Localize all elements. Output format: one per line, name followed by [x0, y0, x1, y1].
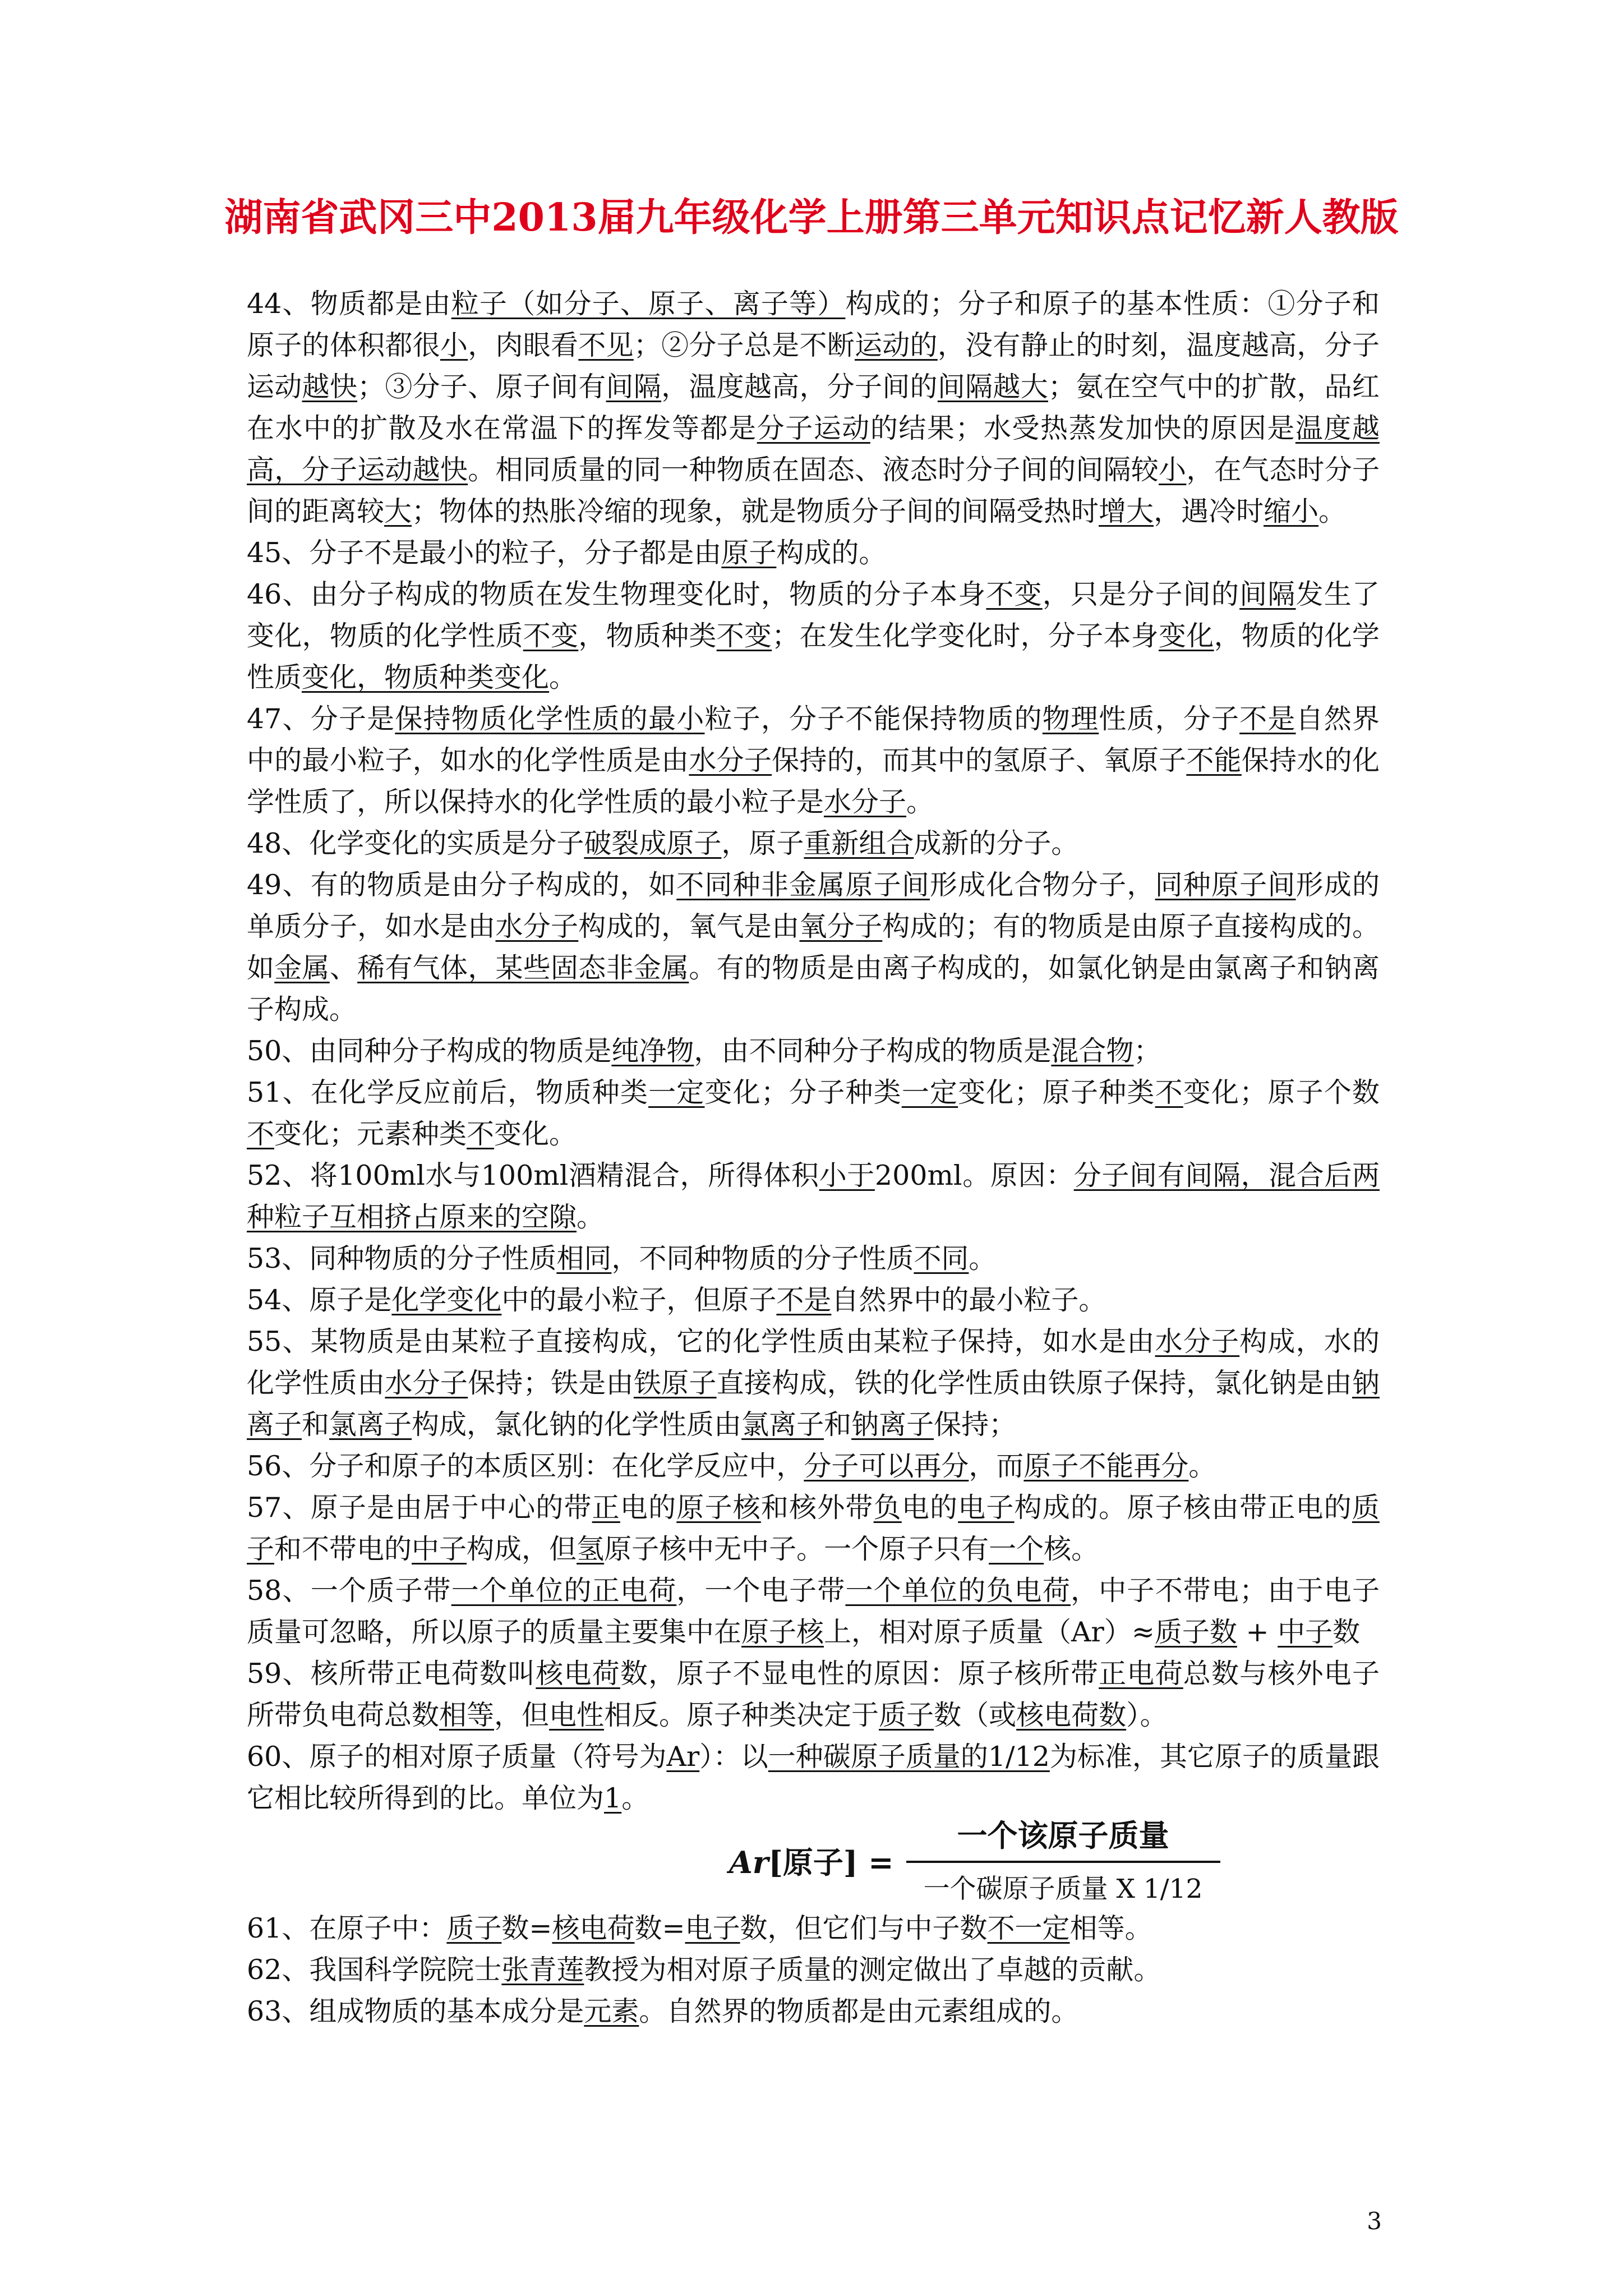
point-text: ，肉眼看 [468, 329, 579, 361]
underlined-answer: 保持物质化学性质的最小 [395, 703, 705, 735]
underlined-answer: 电性 [549, 1699, 605, 1731]
point-text: 数= [501, 1912, 552, 1944]
point-text: 。 [577, 1201, 605, 1233]
document-body [247, 283, 1380, 2032]
point-text: 。 [621, 1782, 649, 1814]
point-text: 构成的。原子核由带正电的 [1014, 1492, 1352, 1524]
point-text: 63、组成物质的基本成分是 [247, 1995, 584, 2027]
underlined-answer: 中子 [412, 1533, 467, 1565]
point-text: 52、将100ml水与100ml酒精混合，所得体积 [247, 1159, 819, 1191]
underlined-answer: 质子 [446, 1912, 502, 1944]
knowledge-point [247, 1321, 1380, 1446]
point-text: 电的 [620, 1492, 677, 1524]
point-text: 50、由同种分子构成的物质是 [247, 1035, 612, 1067]
point-text: 变化；原子个数 [1183, 1076, 1380, 1108]
point-text: ，温度越高，分子间的 [661, 371, 938, 403]
point-text: ，而 [969, 1450, 1024, 1482]
point-text: ，由不同种分子构成的物质是 [694, 1035, 1052, 1067]
point-text: 的结果；水受热蒸发加快的原因是 [870, 412, 1295, 444]
knowledge-point [247, 574, 1380, 698]
point-text: 自然界中的最小粒子，如水的化学性质是由 [247, 703, 1380, 776]
underlined-answer: 水分子 [385, 1367, 468, 1399]
underlined-answer: 运动的 [855, 329, 938, 361]
knowledge-point [247, 1030, 1380, 1072]
underlined-answer: 质子 [247, 1492, 1380, 1565]
point-text: 。相同质量的同一种物质在固态、液态时分子间的间隔较 [468, 454, 1159, 486]
underlined-answer: 核电荷数 [1016, 1699, 1127, 1731]
point-text: 53、同种物质的分子性质 [247, 1243, 557, 1274]
point-text: ； [1133, 1035, 1161, 1067]
point-text: ，只是分子间的 [1042, 578, 1240, 610]
underlined-answer: 相同 [556, 1243, 612, 1274]
underlined-answer: 核电荷 [536, 1658, 620, 1690]
underlined-answer: 不变 [986, 578, 1043, 610]
underlined-answer: 水分子 [689, 744, 772, 776]
knowledge-point [247, 864, 1380, 1030]
underlined-answer: 一定 [901, 1076, 958, 1108]
underlined-answer: 正电荷 [1099, 1658, 1183, 1690]
point-text: 。 [1188, 1450, 1216, 1482]
point-text: 和 [824, 1409, 852, 1441]
underlined-answer: 增大 [1099, 495, 1154, 527]
underlined-answer: 稀有气体，某些固态非金属 [357, 952, 689, 984]
point-text: 数= [634, 1912, 685, 1944]
point-text: 49、有的物质是由分子构成的，如 [247, 869, 677, 901]
formula-symbol: Ar [729, 1844, 769, 1880]
point-text: ，遇冷时 [1154, 495, 1264, 527]
point-text: 46、由分子构成的物质在发生物理变化时，物质的分子本身 [247, 578, 986, 610]
underlined-answer: 一定 [648, 1076, 705, 1108]
knowledge-point [247, 1653, 1380, 1736]
point-text: + [1237, 1616, 1278, 1648]
point-text: 粒子，分子不能保持物质的 [704, 703, 1043, 735]
knowledge-point [247, 1949, 1380, 1991]
underlined-answer: 不变 [523, 620, 579, 652]
point-text: ；在发生化学变化时，分子本身 [772, 620, 1159, 652]
underlined-answer: 原子不能再分 [1023, 1450, 1189, 1482]
underlined-answer: 变化，物质种类变化 [302, 661, 550, 693]
point-text: 构成的；有的物质是由原子直接构成的。如 [247, 910, 1380, 984]
point-text: 。 [549, 661, 577, 693]
point-text: 上，相对原子质量（Ar）≈ [824, 1616, 1155, 1648]
knowledge-point [247, 1908, 1380, 1949]
point-text: 数 [1332, 1616, 1361, 1648]
underlined-answer: 1 [604, 1782, 622, 1814]
point-text: ，没有静止的时刻，温度越高，分子运动 [247, 329, 1380, 403]
underlined-answer: 重新组合 [804, 827, 914, 859]
underlined-answer: 电子 [685, 1912, 740, 1944]
underlined-answer: 变化 [1159, 620, 1214, 652]
underlined-answer: 原子核 [741, 1616, 824, 1648]
point-text: 构成，氯化钠的化学性质由 [412, 1409, 742, 1441]
point-text: 和不带电的 [274, 1533, 412, 1565]
underlined-answer: 质子 [879, 1699, 934, 1731]
point-text: ；氨在空气中的扩散，品红在水中的扩散及水在常温下的挥发等都是 [247, 371, 1380, 444]
underlined-answer: 电子 [958, 1492, 1015, 1524]
underlined-answer: 一种碳原子质量的1/12 [768, 1741, 1050, 1773]
underlined-answer: 相等 [439, 1699, 495, 1731]
underlined-answer: 正 [592, 1492, 620, 1524]
point-text: 相等。 [1069, 1912, 1152, 1944]
point-text: 变化；元素种类 [274, 1118, 467, 1150]
point-text: 构成的，氧气是由 [578, 910, 800, 942]
point-text: 直接构成，铁的化学性质由铁原子保持，氯化钠是由 [716, 1367, 1352, 1399]
point-text: 保持水的化学性质了，所以保持水的化学性质的最小粒子是 [247, 744, 1380, 818]
knowledge-points [247, 283, 1380, 1819]
point-text: 数，但它们与中子数 [740, 1912, 988, 1944]
underlined-answer: 不同种非金属原子间 [676, 869, 930, 901]
underlined-answer: 氯离子 [329, 1409, 412, 1441]
point-text: 。 [969, 1243, 997, 1274]
underlined-answer: 分子可以再分 [804, 1450, 969, 1482]
point-text: 构成，水的化学性质由 [247, 1326, 1380, 1399]
knowledge-point [247, 1570, 1380, 1653]
underlined-answer: 质子数 [1154, 1616, 1237, 1648]
underlined-answer: 元素 [584, 1995, 639, 2027]
underlined-answer: 不同 [914, 1243, 969, 1274]
point-text: 发生了变化，物质的化学性质 [247, 578, 1380, 652]
point-text: 形成的单质分子，如水是由 [247, 869, 1380, 942]
underlined-answer: 不 [247, 1118, 275, 1150]
point-text: 教授为相对原子质量的测定做出了卓越的贡献。 [584, 1954, 1161, 1986]
formula-numerator: 一个该原子质量 [957, 1818, 1169, 1853]
underlined-answer: 小 [1159, 454, 1187, 486]
knowledge-point [247, 1736, 1380, 1819]
knowledge-point [247, 1155, 1380, 1238]
underlined-answer: 不见 [578, 329, 634, 361]
underlined-answer: 张青莲 [501, 1954, 584, 1986]
formula-lhs [729, 1842, 894, 1883]
point-text: 中的最小粒子，但原子 [501, 1284, 777, 1316]
underlined-answer: 温度越高，分子运动越快 [247, 412, 1380, 486]
point-text: 数，原子不显电性的原因：原子核所带 [620, 1658, 1099, 1690]
underlined-answer: 纯净物 [611, 1035, 694, 1067]
underlined-answer: 金属 [274, 952, 330, 984]
knowledge-point [247, 1072, 1380, 1155]
underlined-answer: 钠离子 [247, 1367, 1380, 1441]
knowledge-point [247, 698, 1380, 823]
point-text: 、 [329, 952, 358, 984]
point-text: 。 [1318, 495, 1347, 527]
point-text: 47、分子是 [247, 703, 395, 735]
underlined-answer: 不是 [1239, 703, 1296, 735]
relative-atomic-mass-formula [729, 1820, 1380, 1904]
point-text: 61、在原子中： [247, 1912, 447, 1944]
underlined-answer: 中子 [1278, 1616, 1333, 1648]
point-text: 为标准，其它原子的质量跟它相比较所得到的比。单位为 [247, 1741, 1380, 1814]
point-text: ；③分子、原子间有 [357, 371, 606, 403]
underlined-answer: 一个 [989, 1533, 1044, 1565]
formula-lhs-rest: [原子] = [768, 1844, 894, 1880]
point-text: 和核外带 [760, 1492, 874, 1524]
page-number: 3 [1367, 2207, 1382, 2235]
point-text: 电的 [901, 1492, 958, 1524]
point-text: 核。 [1044, 1533, 1099, 1565]
point-text: 55、某物质是由某粒子直接构成，它的化学性质由某粒子保持，如水是由 [247, 1326, 1155, 1358]
underlined-answer: 水分子 [1155, 1326, 1240, 1358]
underlined-answer: 不 [1155, 1076, 1183, 1108]
underlined-answer: 同种原子间 [1155, 869, 1296, 901]
point-text: 自然界中的最小粒子。 [831, 1284, 1106, 1316]
point-text: 和 [302, 1409, 330, 1441]
underlined-answer: 一个单位的负电荷 [845, 1575, 1071, 1607]
formula-denominator: 一个碳原子质量 X 1/12 [923, 1874, 1203, 1904]
point-text: ，物质种类 [578, 620, 717, 652]
underlined-answer: 不变 [716, 620, 772, 652]
formula-fraction [906, 1815, 1220, 1910]
point-text: 59、核所带正电荷数叫 [247, 1658, 536, 1690]
underlined-answer: 氢 [577, 1533, 605, 1565]
point-text: 数（或 [934, 1699, 1017, 1731]
underlined-answer: 不 [467, 1118, 495, 1150]
point-text: ，物质的化学性质 [247, 620, 1380, 693]
underlined-answer: 分子间有间隔，混合后两种粒子互相挤占原来的空隙 [247, 1159, 1380, 1233]
point-text: 62、我国科学院院士 [247, 1954, 502, 1986]
knowledge-point [247, 283, 1380, 532]
point-text: 保持；铁是由 [468, 1367, 634, 1399]
point-text: 60、原子的相对原子质量（符号为 [247, 1741, 667, 1773]
underlined-answer: 一个单位的正电荷 [451, 1575, 677, 1607]
point-text: 构成，但 [467, 1533, 577, 1565]
point-text: 200ml。原因： [874, 1159, 1074, 1191]
knowledge-point [247, 1238, 1380, 1280]
document-title: 湖南省武冈三中2013届九年级化学上册第三单元知识点记忆新人教版 [224, 195, 1399, 240]
point-text: 54、原子是 [247, 1284, 392, 1316]
underlined-answer: 混合物 [1051, 1035, 1134, 1067]
point-text: ，但 [494, 1699, 550, 1731]
underlined-answer: 缩小 [1264, 495, 1319, 527]
underlined-answer: 氯离子 [741, 1409, 824, 1441]
point-text: 相反。原子种类决定于 [604, 1699, 879, 1731]
point-text: 58、一个质子带 [247, 1575, 451, 1607]
knowledge-point [247, 1487, 1380, 1570]
knowledge-point [247, 1991, 1380, 2032]
point-text: ，原子 [721, 827, 804, 859]
point-text: 44、物质都是由 [247, 288, 451, 320]
knowledge-point [247, 1280, 1380, 1321]
point-text: 保持； [934, 1409, 1017, 1441]
knowledge-point [247, 1446, 1380, 1487]
underlined-answer: 铁原子 [633, 1367, 717, 1399]
underlined-answer: 物理 [1042, 703, 1099, 735]
point-text: ，一个电子带 [676, 1575, 846, 1607]
point-text: 51、在化学反应前后，物质种类 [247, 1076, 649, 1108]
underlined-answer: 水分子 [824, 786, 907, 818]
point-text: 变化。 [494, 1118, 577, 1150]
point-text: 构成的。 [776, 537, 887, 569]
point-text: 原子核中无中子。一个原子只有 [604, 1533, 989, 1565]
underlined-answer: 钠离子 [851, 1409, 934, 1441]
underlined-answer: 小 [440, 329, 468, 361]
underlined-answer: 不能 [1186, 744, 1242, 776]
knowledge-points-continued [247, 1908, 1380, 2032]
underlined-answer: 不是 [776, 1284, 832, 1316]
underlined-answer: 分子运动 [757, 412, 870, 444]
point-text: ）。 [1126, 1699, 1168, 1731]
point-text: 成新的分子。 [914, 827, 1079, 859]
underlined-answer: 不一定 [987, 1912, 1070, 1944]
underlined-answer: 大 [384, 495, 412, 527]
underlined-answer: 原子核 [676, 1492, 761, 1524]
underlined-answer: 间隔越大 [937, 371, 1048, 403]
underlined-answer: 化学变化 [391, 1284, 502, 1316]
point-text: ，在气态时分子间的距离较 [247, 454, 1380, 527]
underlined-answer: 小于 [819, 1159, 875, 1191]
point-text: 45、分子不是最小的粒子，分子都是由 [247, 537, 722, 569]
underlined-answer: 破裂成原子 [584, 827, 722, 859]
point-text: 57、原子是由居于中心的带 [247, 1492, 592, 1524]
point-text: 48、化学变化的实质是分子 [247, 827, 584, 859]
knowledge-point [247, 532, 1380, 574]
underlined-answer: Ar [666, 1741, 700, 1773]
point-text: ；物体的热胀冷缩的现象，就是物质分子间的间隔受热时 [412, 495, 1099, 527]
knowledge-point [247, 823, 1380, 864]
underlined-answer: 粒子（如分子、原子、离子等） [451, 288, 846, 320]
underlined-answer: 核电荷 [552, 1912, 635, 1944]
underlined-answer: 间隔 [1239, 578, 1296, 610]
point-text: 保持的，而其中的氢原子、氧原子 [772, 744, 1187, 776]
point-text: ；②分子总是不断 [633, 329, 855, 361]
point-text: 性质，分子 [1099, 703, 1240, 735]
point-text: 。 [906, 786, 934, 818]
point-text: 变化；原子种类 [958, 1076, 1155, 1108]
point-text: 总数与核外电子所带负电荷总数 [247, 1658, 1380, 1731]
underlined-answer: 越快 [302, 371, 358, 403]
underlined-answer: 间隔 [606, 371, 662, 403]
underlined-answer: 水分子 [495, 910, 579, 942]
underlined-answer: 氧分子 [799, 910, 883, 942]
underlined-answer: 原子 [721, 537, 777, 569]
point-text: 。自然界的物质都是由元素组成的。 [639, 1995, 1079, 2027]
point-text: 形成化合物分子， [930, 869, 1155, 901]
point-text: ，中子不带电；由于电子质量可忽略，所以原子的质量主要集中在 [247, 1575, 1380, 1648]
point-text: 56、分子和原子的本质区别：在化学反应中， [247, 1450, 804, 1482]
point-text: 变化；分子种类 [704, 1076, 902, 1108]
underlined-answer: 负 [873, 1492, 902, 1524]
point-text: ，不同种物质的分子性质 [611, 1243, 914, 1274]
point-text: 构成的；分子和原子的基本性质：①分子和原子的体积都很 [247, 288, 1380, 361]
point-text: ）：以 [699, 1741, 768, 1773]
point-text: 。有的物质是由离子构成的，如氯化钠是由氯离子和钠离子构成。 [247, 952, 1380, 1025]
